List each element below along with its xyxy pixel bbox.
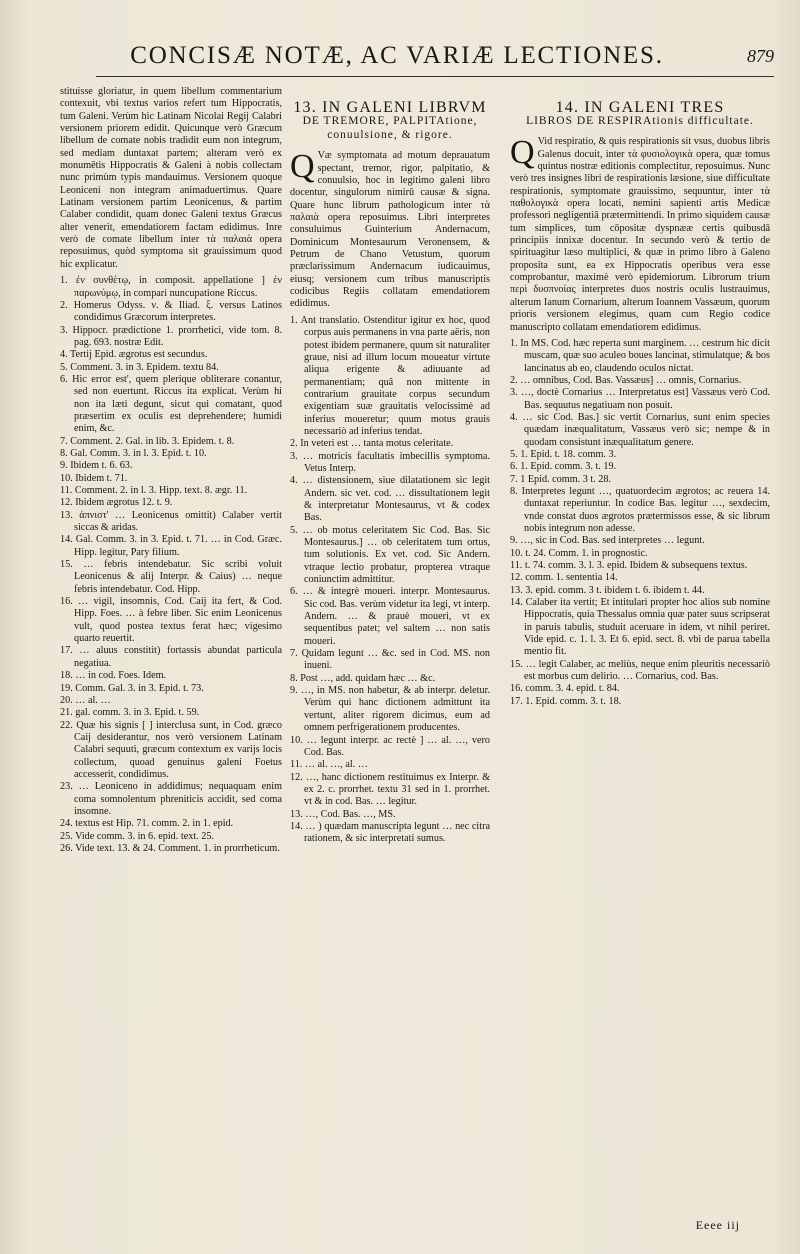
drop-cap-q: Q [510,134,535,172]
note-item: 21. gal. comm. 3. in 3. Epid. t. 59. [60,707,200,719]
note-item: 4. … sic Cod. Bas.] sic vertit Cornarius, sunt enim species quædam inæqualitatum, Vassæus verò sic; nempe & in quodam consistunt inæqualitatum genere. [510,411,770,448]
note-item: 9. Ibidem t. 6. 63. [60,460,133,472]
note-item: 7. Comment. 2. Gal. in lib. 3. Epidem. t. 8. [60,435,235,447]
signature-mark: Eeee iij [695,1218,740,1232]
note-item: 5. Comment. 3. in 3. Epidem. textu 84. [60,361,219,373]
note-item: 23. … Leoniceno in addidimus; nequaquam enim coma somnolentum phreniticis accidit, sed coma insomne. [60,781,282,817]
note-item: 24. textus est Hip. 71. comm. 2. in 1. epid. [60,818,234,830]
note-item: 5. … ob motus celeritatem Sic Cod. Bas. Sic Montesaurus.] … ob celeritatem tum ortus, tum solutionis. Ex vet. cod. Sic Andern. vtraque lectio probatur, propterea vtraque coniunctim admittitur. [290,524,490,586]
note-item: 11. … al. …, al. … [290,759,368,771]
note-item: 20. … al. … [60,694,111,706]
note-item: 8. Gal. Comm. 3. in l. 3. Epid. t. 10. [60,447,207,459]
note-item: 13. ἀπνιστ' … Leonicenus omittit) Calaber vertit siccas & aridas. [60,509,282,534]
note-item: 13. …, Cod. Bas. …, MS. [290,808,396,820]
running-header [80,42,774,78]
note-item: 6. … & integrè moueri. interpr. Montesaurus. Sic cod. Bas. verùm videtur ita legi, vt interp. Andern. … & prauè moueri, vt ex sequentibus patet; vel saltem … non satis moueri. [290,586,490,647]
section-13-intro: Q Væ symptomata ad motum deprauatum spectant, tremor, rigor, palpitatio, & conuulsio, hoc in legitimo galeni libro docentur, singulorum nimirū causæ & signa. Quare hunc librum pathologicum inter τὰ παλαιὰ opera reposuimus. Libri interpretes consuluimus Guinterium Andernacum, Dominicum Montesaurum Veronensem, & Petrum de Chano Vetustum, quorum præclarissimum Andernacum iudicauimus, eiusq; versionem cum tribus manuscriptis codicibus Regiis collatam emendatiorem edidimus. [290,148,490,310]
note-item: 10. t. 24. Comm. 1. in prognostic. [510,547,648,559]
note-item: 12. Ibidem ægrotus 12. t. 9. [60,497,173,509]
note-item: 13. 3. epid. comm. 3 t. ibidem t. 6. ibidem t. 44. [510,584,705,596]
note-item: 8. Post …, add. quidam hæc … &c. [290,672,436,684]
column-left-paragraph: stituisse gloriatur, in quem libellum commentarium contexuit, vbi textus varios refert tum Hippocratis, tum Galeni. Verùm hic Latinam Nicolai Regij Calabri versionem priorem edidit. Quicunque verò Græcum libellum de comate nobis tradidit eum non integrum, sed mediam duntaxat partem; alteram verò ex monumētis Hippocratis & Galeni à nobis collectam nunc primùm typis mandauimus. Versionem quoque Leoniceni non integram animaduertimus. Quare Latinam versionem partim Leonicenus, & partim Calaber condidit, quam donec Galeni textus Græcus alter venerit, emendatiorem factam edidimus. Inre verò de comate libellum inter τὰ παλαιὰ opera reposuimus, quòd symptoma sit grauissimum quod hic explicatur. [60,86,282,270]
note-item: 6. Hic error est', quem plerique obliterare conantur, sed non euertunt. Riccus ita explicat. Verùm hi non ita læti degunt, sicut qui comatant, quod præsertim ex oculis est deprehendere; humidi enim, &c. [60,373,282,435]
note-item: 6. 1. Epid. comm. 3. t. 19. [510,461,617,473]
note-item: 17. … aluus constitit) fortassis abundat particula negatiua. [60,645,282,669]
column-left-notes [60,275,282,855]
note-item: 4. … distensionem, siue dilatationem sic legit Andern. sic vet. cod. … dissultationem legit & interpretatur Montesaurus, vt & codex Bas. [290,475,490,524]
section-13-notes [290,315,490,846]
note-item: 7. 1 Epid. comm. 3 t. 28. [510,473,612,485]
note-item: 1. ἐν συνθέτῳ, in composit. appellatione ] ἐν παρωνύμῳ, in compari nuncupatione Riccus. [60,275,282,299]
note-item: 1. Ant translatio. Ostenditur igitur ex hoc, quod corpus auis permanens in vna parte aëris, non potest ibidem permanere, quum sit naturaliter graue, nisi ad illum locum moueatur virtute aliqua erigente & adiuuante ad permanentiam; quâ non mittente in contrarium grauitate corpus secundum exigentiam suæ grauitatis velocissimè ad inferius moueretur; quum motus grauis necessariò ad inferius tendat. [290,314,490,437]
note-item: 12. comm. 1. sententia 14. [510,572,618,584]
note-item: 14. Calaber ita vertit; Et intitulari propter hoc alios sub nomine Hippocratis, quia Thessalus omnia quæ pater suus scripserat in paruis tabulis, studuit aceruare in idem, vt nihil periret. Vide epid. c. 1. l. 3. Et 6. epid. sect. 8. vbi de parua tabella mentio fit. [510,597,770,658]
note-item: 9. …, in MS. non habetur, & ab interpr. deletur. Verùm qui hanc dictionem admittunt ita vertunt, aliter rigorem dicimus, eum ad omnem perfrigerationem producentes. [290,685,490,734]
column-middle [290,99,490,846]
note-item: 2. In veteri est … tanta motus celeritate. [290,438,454,450]
note-item: 15. … legit Calaber, ac meliùs, neque enim pleuritis necessariò est morbus cum delirio. … Cornarius, cod. Bas. [510,658,770,683]
section-13-subheading: DE TREMORE, PALPITAtione, conuulsione, & rigore. [302,115,478,142]
note-item: 16. comm. 3. 4. epid. t. 84. [510,683,620,695]
section-14-intro: Q Vid respiratio, & quis respirationis sit vsus, duobus libris Galenus docuit, inter τὰ φυσιολογικὰ opera, quæ tomus quintus nostræ editionis complectitur, reposuimus. Nunc verò tres insignes libri de respirationis læsione, siue difficultate respirationis, symptomate grauissimo, sequuntur, inter τὰ παθολογικὰ opera locati, nemini sapienti artis Medicæ professori negligentiā prætermittendi. In primo siquidem causæ tum simplices, tum cōpositæ dyspnææ certis quibusdā principiis innixæ docentur. In secundo verò & tertio de spirituagitur læso multiplici, & quæ in primo libro à Galeno proposita sunt, ea ex Hippocratis operibus vera esse comprobantur, maximè verò epidemiorum. Librorum trium περὶ δυσπνοίας interpretes duos nostris oculis lustrauimus, alterum Ianum Cornarium, alterum Ioannem Vassæum, quorum prioris versionem elegimus, quam cum Regio codice manuscripto collatam emendatiorem edidimus. [510,134,770,333]
note-item: 8. Interpretes legunt …, quatuordecim ægrotos; ac reuera 14. duntaxat reperiuntur. In codice Bas. legitur …, sexdecim, vnde constat duos ægrotos prætermissos esse, & sic librum nobis integrum non adesse. [510,485,770,534]
section-14-notes [510,338,770,708]
section-13-heading: 13. IN GALENI LIBRVM [293,99,487,116]
note-item: 10. Ibidem t. 71. [60,472,128,484]
note-item: 17. 1. Epid. comm. 3. t. 18. [510,695,622,707]
note-item: 7. Quidam legunt … &c. sed in Cod. MS. non inueni. [290,648,490,672]
header-rule [96,76,774,77]
note-item: 12. …, hanc dictionem restituimus ex Interpr. & ex 2. c. prorrhet. textu 31 sed in 1. prorrhet. vt & in cod. Bas. … legitur. [290,771,490,808]
note-item: 26. Vide text. 13. & 24. Comment. 1. in prorrheticum. [60,842,280,854]
note-item: 16. … vigil, insomnis, Cod. Caij ita fert, & Cod. Hipp. Foes. … à febre liber. Sic enim Leonicenus vult, quod postea textus ferat hæc; vigesimo quarto reuertit. [60,596,282,645]
note-item: 14. Gal. Comm. 3. in 3. Epid. t. 71. … in Cod. Græc. Hipp. legitur, Pary filium. [60,534,282,558]
note-item: 4. Tertij Epid. ægrotus est secundus. [60,349,208,361]
note-item: 19. Comm. Gal. 3. in 3. Epid. t. 73. [60,682,204,694]
note-item: 3. … motricis facultatis imbecillis symptoma. Vetus Interp. [290,450,490,474]
note-item: 14. … ) quædam manuscripta legunt … nec citra rationem, & sic interpretati sumus. [290,820,490,845]
note-item: 25. Vide comm. 3. in 6. epid. text. 25. [60,830,214,842]
note-item: 15. … febris intendebatur. Sic scribi voluit Leonicenus & alij Interpr. & Caius) … neque febris intendebatur. Cod. Hipp. [60,559,282,595]
drop-cap-q: Q [290,148,315,186]
page-number: 879 [747,46,774,66]
section-14-heading: 14. IN GALENI TRES [555,99,725,116]
note-item: 9. …, sic in Cod. Bas. sed interpretes … legunt. [510,535,705,547]
column-left [60,86,282,855]
note-item: 3. Hippocr. prædictione 1. prorrhetici, vide tom. 8. pag. 693. nostræ Edit. [60,324,282,348]
note-item: 2. … omnibus, Cod. Bas. Vassæus] … omnis, Cornarius. [510,374,742,386]
note-item: 3. …, doctè Cornarius … Interpretatus est] Vassæus verò Cod. Bas. sequutus negatiuam non posuit. [510,387,770,411]
note-item: 2. Homerus Odyss. ν. & Iliad. ξ. versus Latinos condidimus Græcorum interpretes. [60,299,282,324]
note-item: 22. Quæ his signis [ ] interclusa sunt, in Cod. græco Caij desiderantur, nos verò versionem Latinam Calabri sequuti, græcum contextum ex varijs locis collectum, quoad genuinus galeni Foetus accesserit, condidimus. [60,719,282,780]
column-right [510,99,770,708]
note-item: 1. In MS. Cod. hæc reperta sunt marginem. … cestrum hic dicit muscam, quæ suo aculeo boues lancinat, stimulatque; & bos lancinatus ab eo, claudendo oculos nictat. [510,337,770,374]
note-item: 10. … legunt interpr. ac rectè ] … al. …, vero Cod. Bas. [290,734,490,758]
note-item: 18. … in cod. Foes. Idem. [60,670,167,682]
running-title: CONCISÆ NOTÆ, AC VARIÆ LECTIONES. [130,42,664,69]
section-14-subheading: LIBROS DE RESPIRAtionis difficultate. [526,115,754,128]
note-item: 11. t. 74. comm. 3. l. 3. epid. Ibidem & subsequens textus. [510,560,748,572]
note-item: 5. 1. Epid. t. 18. comm. 3. [510,448,617,460]
note-item: 11. Comment. 2. in l. 3. Hipp. text. 8. ægr. 11. [60,485,248,496]
